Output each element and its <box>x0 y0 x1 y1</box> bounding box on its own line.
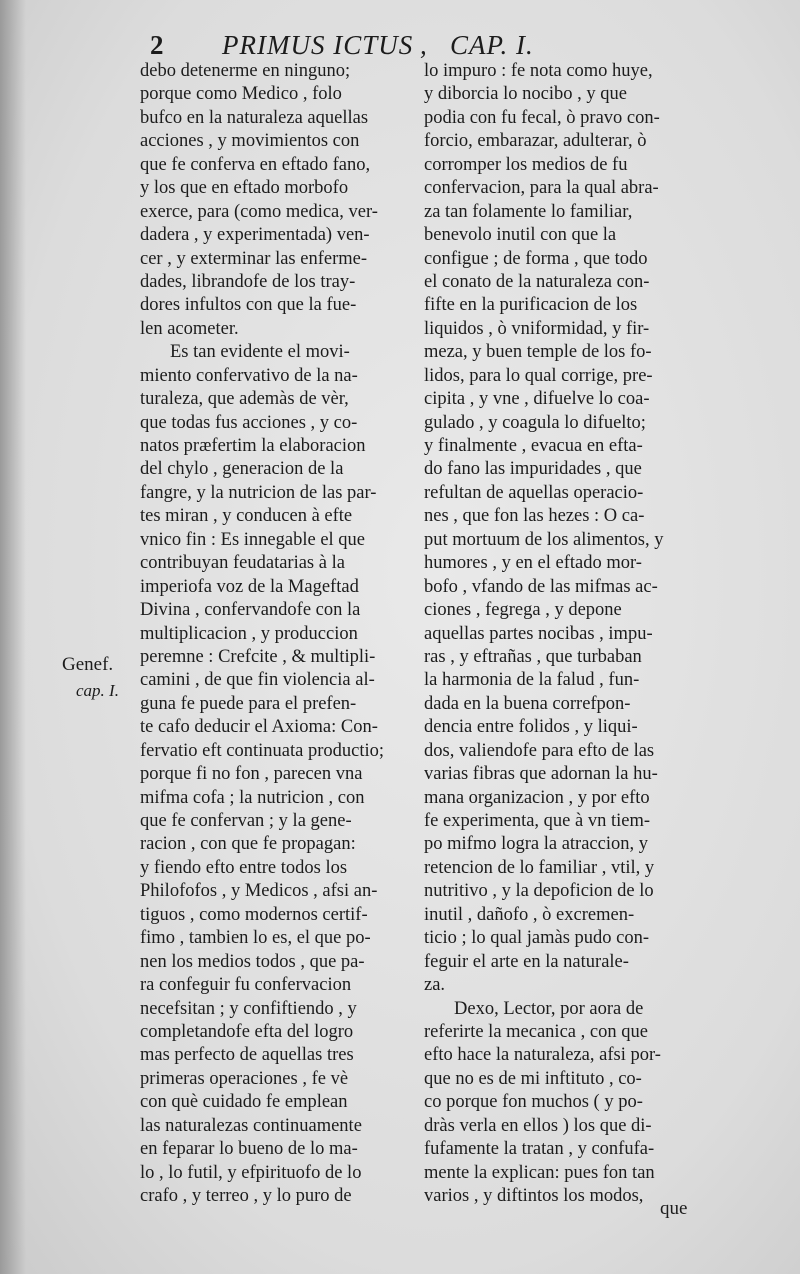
text-line: en feparar lo bueno de lo ma- <box>140 1139 358 1160</box>
text-line: dades, librandofe de los tray- <box>140 271 356 292</box>
text-line: configue ; de forma , que todo <box>424 248 648 269</box>
right-text-column <box>424 60 699 1208</box>
text-line: Philofofos , y Medicos , afsi an- <box>140 881 378 902</box>
left-text-column <box>140 60 415 1208</box>
text-line: que todas fus acciones , y co- <box>140 412 358 433</box>
text-line: dada en la buena correfpon- <box>424 693 631 714</box>
page-number: 2 <box>150 30 165 60</box>
text-line: benevolo inutil con que la <box>424 225 617 246</box>
text-line: el conato de la naturaleza con- <box>424 271 650 292</box>
header-separator: , <box>420 30 428 60</box>
text-line: racion , con que fe propagan: <box>140 834 356 855</box>
text-line: vnico fin : Es innegable el que <box>140 529 366 550</box>
text-line: necefsitan ; y confiftiendo , y <box>140 998 357 1019</box>
text-line: lo impuro : fe nota como huye, <box>424 61 653 81</box>
text-line: podia con fu fecal, ò pravo con- <box>424 107 660 128</box>
text-line: lo , lo futil, y efpirituofo de lo <box>140 1162 362 1183</box>
text-line: retencion de lo familiar , vtil, y <box>424 857 655 878</box>
text-line: y diborcia lo nocibo , y que <box>424 84 627 105</box>
text-line: contribuyan feudatarias à la <box>140 553 345 574</box>
text-line: za. <box>424 975 446 996</box>
text-line: forcio, embarazar, adulterar, ò <box>424 131 647 152</box>
text-line: fe experimenta, que à vn tiem- <box>424 811 651 831</box>
text-line: referirte la mecanica , con que <box>424 1021 648 1042</box>
text-line: tes miran , y conducen à efte <box>140 506 353 527</box>
text-line: guna fe puede para el prefen- <box>140 693 357 714</box>
text-line: las naturalezas continuamente <box>140 1115 362 1136</box>
text-line: ra confeguir fu confervacion <box>140 975 352 996</box>
text-line: dores infultos con que la fue- <box>140 295 357 316</box>
text-line: crafo , y terreo , y lo puro de <box>140 1186 352 1206</box>
catchword: que <box>660 1198 688 1219</box>
text-line: cer , y exterminar las enferme- <box>140 248 368 269</box>
text-line: varias fibras que adornan la hu- <box>424 764 658 785</box>
header-title: PRIMUS ICTUS <box>222 30 414 60</box>
text-line: nes , que fon las hezes : O ca- <box>424 506 645 527</box>
text-line: debo detenerme en ninguno; <box>140 61 351 81</box>
text-line: dencia entre folidos , y liqui- <box>424 717 638 738</box>
text-line: corromper los medios de fu <box>424 154 628 175</box>
text-line: y finalmente , evacua en efta- <box>424 436 643 456</box>
text-line: cipita , y vne , difuelve lo coa- <box>424 389 650 410</box>
text-line: lidos, para lo qual corrige, pre- <box>424 365 653 386</box>
text-line: ticio ; lo qual jamàs pudo con- <box>424 928 650 949</box>
text-line: confervacion, para la qual abra- <box>424 178 659 199</box>
text-line: nutritivo , y la depoficion de lo <box>424 881 654 902</box>
header-chapter: CAP. I. <box>450 30 534 60</box>
text-line: humores , y en el eftado mor- <box>424 553 642 574</box>
margin-note <box>62 652 142 704</box>
text-line: mifma cofa ; la nutricion , con <box>140 787 365 808</box>
page-edge-shadow <box>0 0 26 1274</box>
text-line: mas perfecto de aquellas tres <box>140 1045 354 1066</box>
text-line: aquellas partes nocibas , impu- <box>424 623 653 644</box>
text-line: peremne : Crefcite , & multipli- <box>140 646 376 667</box>
text-line: do fano las impuridades , que <box>424 459 642 480</box>
text-line: gulado , y coagula lo difuelto; <box>424 412 646 433</box>
text-line: miento confervativo de la na- <box>140 365 358 386</box>
text-line: bufco en la naturaleza aquellas <box>140 107 369 128</box>
text-line: fifte en la purificacion de los <box>424 295 638 316</box>
text-line: la harmonia de la falud , fun- <box>424 670 640 691</box>
text-line: natos præfertim la elaboracion <box>140 436 366 456</box>
text-line: po mifmo logra la atraccion, y <box>424 834 648 855</box>
text-line: dos, valiendofe para efto de las <box>424 740 655 761</box>
running-header <box>150 30 750 60</box>
text-line: acciones , y movimientos con <box>140 131 360 152</box>
text-line: Es tan evidente el movi- <box>170 342 350 363</box>
margin-note-line: cap. I. <box>76 681 119 700</box>
text-line: mana organizacion , y por efto <box>424 787 650 808</box>
text-line: mente la explican: pues fon tan <box>424 1162 655 1183</box>
text-line: Divina , confervandofe con la <box>140 600 361 621</box>
text-line: len acometer. <box>140 318 239 339</box>
text-line: put mortuum de los alimentos, y <box>424 529 664 550</box>
text-line: que no es de mi inftituto , co- <box>424 1068 642 1089</box>
text-line: refultan de aquellas operacio- <box>424 482 644 503</box>
text-line: za tan folamente lo familiar, <box>424 201 633 222</box>
text-line: te cafo deducir el Axioma: Con- <box>140 717 378 738</box>
text-line: fimo , tambien lo es, el que po- <box>140 928 371 949</box>
text-line: meza, y buen temple de los fo- <box>424 342 652 363</box>
text-line: liquidos , ò vniformidad, y fir- <box>424 318 650 339</box>
text-line: y los que en eftado morbofo <box>140 178 349 199</box>
text-line: feguir el arte en la naturale- <box>424 951 629 972</box>
text-line: ciones , fegrega , y depone <box>424 600 622 621</box>
text-line: Dexo, Lector, por aora de <box>454 998 644 1019</box>
text-line: inutil , dañofo , ò excremen- <box>424 904 635 925</box>
text-line: completandofe efta del logro <box>140 1021 354 1042</box>
text-line: co porque fon muchos ( y po- <box>424 1092 643 1113</box>
text-line: y fiendo efto entre todos los <box>140 857 348 878</box>
text-line: bofo , vfando de las mifmas ac- <box>424 576 658 597</box>
text-line: porque fi no fon , parecen vna <box>140 764 363 785</box>
text-line: ras , y eftrañas , que turbaban <box>424 646 642 667</box>
text-line: camini , de que fin violencia al- <box>140 670 375 691</box>
text-line: varios , y diftintos los modos, <box>424 1186 644 1206</box>
margin-note-line: Genef. <box>62 654 114 675</box>
text-line: del chylo , generacion de la <box>140 459 344 480</box>
text-line: porque como Medico , folo <box>140 84 342 105</box>
text-line: primeras operaciones , fe vè <box>140 1068 349 1089</box>
text-line: imperiofa voz de la Mageftad <box>140 576 359 597</box>
text-line: efto hace la naturaleza, afsi por- <box>424 1045 661 1066</box>
text-line: fufamente la tratan , y confufa- <box>424 1139 655 1160</box>
text-line: que fe confervan ; y la gene- <box>140 811 352 831</box>
text-line: que fe conferva en eftado fano, <box>140 154 371 175</box>
text-line: fervatio eft continuata productio; <box>140 740 385 761</box>
text-line: con què cuidado fe emplean <box>140 1092 348 1113</box>
text-line: multiplicacion , y produccion <box>140 623 358 644</box>
text-line: exerce, para (como medica, ver- <box>140 201 378 222</box>
text-line: fangre, y la nutricion de las par- <box>140 482 377 503</box>
text-line: tiguos , como modernos certif- <box>140 904 368 925</box>
text-line: dadera , y experimentada) ven- <box>140 225 370 246</box>
text-line: dràs verla en ellos ) los que di- <box>424 1115 652 1136</box>
text-line: turaleza, que ademàs de vèr, <box>140 389 349 410</box>
text-line: nen los medios todos , que pa- <box>140 951 365 972</box>
